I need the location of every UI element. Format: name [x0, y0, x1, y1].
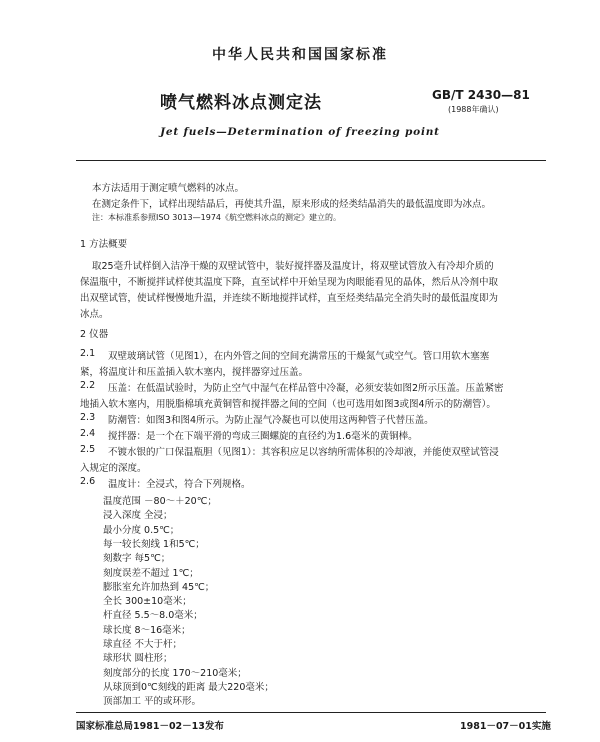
- thermometer-spec: 从球顶到0℃刻线的距离 最大220毫米；: [103, 681, 274, 693]
- item-2-1-number: 2.1: [80, 348, 96, 359]
- effective-date: 1981－07－01实施: [460, 721, 551, 732]
- thermometer-spec: 最小分度 0.5℃；: [103, 524, 180, 536]
- item-2-4-text: 搅拌器：是一个在下端平滑的弯成三圈螺旋的直径约为1.6毫米的黄铜棒。: [108, 431, 418, 442]
- thermometer-spec: 球直径 不大于杆；: [103, 639, 183, 650]
- item-2-5-text: 不镀水银的广口保温瓶胆（见图1）：其容积应足以容纳所需体积的冷却液，并能使双壁试管浸: [108, 447, 499, 458]
- intro-note: 注：本标准系参照ISO 3013—1974《航空燃料冰点的测定》建立的。: [92, 213, 341, 222]
- intro-definition: 在测定条件下，试样出现结晶后，再使其升温，原来形成的烃类结晶消失的最低温度即为冰点。: [92, 199, 492, 210]
- item-2-1-text: 紧，将温度计和压盖插入软木塞内，搅拌器穿过压盖。: [80, 367, 309, 378]
- section-1-line: 取25毫升试样倒入洁净干燥的双壁试管中，装好搅拌器及温度计，将双壁试管放入有冷却介质的: [92, 261, 494, 272]
- thermometer-spec: 球形状 圆柱形；: [103, 653, 173, 665]
- thermometer-spec: 顶部加工 平的或环形。: [103, 696, 202, 708]
- section-1-heading: 1 方法概要: [80, 239, 128, 250]
- header-divider: [76, 160, 546, 161]
- issue-date: 国家标准总局1981－02－13发布: [76, 721, 224, 732]
- item-2-2-text: 地插入软木塞内，用脱脂棉填充黄铜管和搅拌器之间的空间（也可选用如图3或图4所示的防潮管）。: [80, 399, 496, 410]
- intro-scope: 本方法适用于测定喷气燃料的冰点。: [92, 183, 245, 194]
- section-1-line: 冰点。: [80, 309, 109, 320]
- thermometer-spec: 浸入深度 全浸；: [103, 510, 173, 522]
- section-1-line: 保温瓶中，不断搅拌试样使其温度下降，直至试样中开始呈现为肉眼能看见的晶体，然后从冷剂中取: [80, 277, 499, 288]
- english-title: Jet fuels—Determination of freezing point: [160, 126, 440, 138]
- thermometer-spec: 杆直径 5.5～8.0毫米；: [103, 610, 203, 622]
- item-2-4-number: 2.4: [80, 428, 96, 439]
- thermometer-spec: 每一较长刻线 1和5℃；: [103, 538, 205, 550]
- item-2-5-text: 入规定的深度。: [80, 463, 147, 474]
- item-2-3-number: 2.3: [80, 412, 96, 423]
- item-2-3-text: 防潮管：如图3和图4所示。为防止湿气冷凝也可以使用这两种管子代替压盖。: [108, 415, 434, 426]
- section-2-heading: 2 仪器: [80, 329, 109, 340]
- item-2-6-text: 温度计：全浸式，符合下列规格。: [108, 479, 251, 490]
- document-title: 喷气燃料冰点测定法: [160, 93, 322, 113]
- thermometer-spec: 球长度 8～16毫米；: [103, 624, 191, 636]
- item-2-5-number: 2.5: [80, 444, 96, 455]
- item-2-2-number: 2.2: [80, 380, 96, 391]
- thermometer-spec: 膨胀室允许加热到 45℃；: [103, 581, 215, 593]
- thermometer-spec: 刻数字 每5℃；: [103, 553, 171, 565]
- thermometer-spec: 全长 300±10毫米；: [103, 596, 192, 608]
- confirmation-year: (1988年确认): [448, 105, 499, 114]
- standard-code: GB/T 2430—81: [432, 88, 530, 102]
- national-standard-heading: 中华人民共和国国家标准: [212, 47, 388, 63]
- thermometer-spec: 刻度部分的长度 170～210毫米；: [103, 667, 247, 679]
- item-2-1-text: 双壁玻璃试管（见图1），在内外管之间的空间充满常压的干燥氮气或空气。管口用软木塞塞: [108, 351, 490, 362]
- thermometer-spec: 刻度误差不超过 1℃；: [103, 567, 199, 579]
- section-1-line: 出双壁试管，使试样慢慢地升温，并连续不断地搅拌试样，直至烃类结晶完全消失时的最低温度即为: [80, 293, 499, 304]
- thermometer-spec: 温度范围 －80～＋20℃；: [103, 496, 217, 507]
- item-2-6-number: 2.6: [80, 476, 96, 487]
- footer-divider: [76, 712, 546, 713]
- item-2-2-text: 压盖：在低温试验时，为防止空气中湿气在样品管中冷凝，必须安装如图2所示压盖。压盖紧密: [108, 383, 504, 394]
